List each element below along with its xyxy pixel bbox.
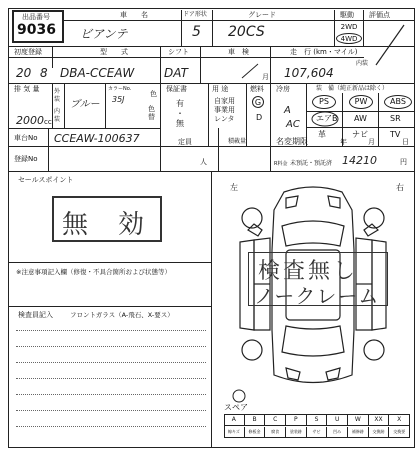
- mileage-label: 走 行 (km・マイル): [290, 48, 358, 56]
- legend-code: U: [327, 415, 348, 425]
- recycle-amount: 14210: [342, 154, 377, 167]
- capacity-label: 定員: [178, 138, 192, 146]
- color-code: 35J: [112, 95, 125, 104]
- legend-meaning: 凹み: [327, 427, 348, 437]
- door-label: ドア形状: [183, 11, 207, 18]
- usage-private: 自家用: [214, 97, 235, 105]
- ac-a: A: [284, 105, 291, 116]
- equip-abs: ABS: [384, 95, 412, 109]
- inspection-label: 車 検: [228, 48, 249, 56]
- fuel-g: G: [252, 96, 264, 108]
- legend-code: W: [348, 415, 369, 425]
- chassis-value: CCEAW-100637: [54, 132, 140, 145]
- yen-unit: 円: [400, 158, 407, 166]
- legend-meaning: 線キズ: [224, 427, 245, 437]
- equip-leather: 革: [318, 130, 326, 139]
- interior-label: 内装: [356, 60, 369, 67]
- legend-code: XX: [369, 415, 390, 425]
- registration-label: 登録No: [14, 155, 38, 163]
- fuel-label: 燃料: [250, 85, 264, 93]
- legend-meaning: 修板金: [245, 427, 266, 437]
- model-value: DBA-CCEAW: [60, 66, 135, 80]
- legend-meaning: 塗装跡: [286, 427, 307, 437]
- equip-sr: SR: [390, 114, 401, 123]
- color-value: ブルー: [70, 99, 100, 110]
- legend-meaning: 補修跡: [348, 427, 369, 437]
- car-name-label: 車 名: [120, 11, 148, 19]
- legend-code: C: [265, 415, 286, 425]
- ac-label: 冷房: [276, 85, 290, 93]
- name-change-year-unit: 年: [340, 138, 347, 146]
- equip-navi: ナビ: [352, 130, 368, 139]
- exterior-label: 外装: [54, 88, 61, 103]
- interior-label-2: 内装: [54, 108, 61, 123]
- color-no-label: カラーNo.: [108, 86, 132, 92]
- inspector-label: 検査員記入: [18, 311, 53, 319]
- color-replace-label: 色替: [148, 105, 155, 121]
- legend-code: X: [389, 415, 410, 425]
- equip-airbag-circle: [310, 110, 340, 128]
- drive-2wd: 2WD: [340, 23, 358, 31]
- model-label: 型 式: [100, 48, 128, 56]
- legend-meaning: 交換要: [389, 427, 410, 437]
- warranty-dot: ・: [176, 109, 184, 118]
- no-inspection-stamp-line2: ノークレーム: [254, 284, 380, 308]
- score-slash-mark: [364, 21, 415, 67]
- color-label: 色: [150, 90, 157, 98]
- first-reg-year: 20: [16, 66, 32, 80]
- warranty-yes: 有: [176, 99, 184, 108]
- first-reg-month: 8: [40, 66, 48, 80]
- name-change-label: 名変期限: [276, 137, 308, 146]
- usage-label: 用 途: [212, 85, 229, 93]
- inspection-month-unit: 月: [262, 73, 269, 81]
- grade-label: グレード: [248, 11, 276, 19]
- legend-codes-row: [224, 415, 410, 425]
- sales-point-label: セールスポイント: [18, 176, 74, 184]
- car-name-value: ビアンテ: [80, 27, 128, 41]
- lot-number-label: 出品番号: [22, 13, 50, 21]
- drive-label: 駆動: [340, 11, 354, 19]
- ac-ac: AC: [286, 119, 300, 130]
- equip-pw: PW: [349, 95, 373, 109]
- recycle-status: 未預託・預託済: [290, 160, 333, 167]
- legend-code: A: [224, 415, 245, 425]
- shift-label: シフト: [168, 48, 189, 56]
- fuel-d: D: [256, 113, 263, 122]
- equip-label: 装 備（純正新品は除く）: [316, 85, 389, 92]
- legend-code: S: [307, 415, 328, 425]
- displacement-label: 排 気 量: [14, 85, 40, 93]
- diagram-right-label: 右: [396, 183, 404, 192]
- drive-4wd: 4WD: [336, 33, 362, 44]
- warranty-label: 保証書: [166, 85, 187, 93]
- door-value: 5: [192, 24, 201, 40]
- warranty-no: 無: [176, 119, 184, 128]
- equip-tv: TV: [390, 130, 401, 139]
- legend-meanings-row: [224, 427, 410, 437]
- equip-aw: AW: [354, 114, 367, 123]
- score-label: 評価点: [369, 11, 390, 19]
- capacity-unit: 人: [200, 158, 207, 166]
- no-inspection-stamp-line1: 検査無し: [258, 259, 359, 284]
- mileage-value: 107,604: [284, 66, 334, 80]
- recycle-label: R料金: [274, 161, 288, 167]
- inspection-slash-mark: [238, 60, 262, 82]
- first-reg-label: 初度登録: [14, 48, 42, 56]
- legend-meaning: 腐食: [265, 427, 286, 437]
- legend-meaning: 交換跡: [369, 427, 390, 437]
- legend-code: P: [286, 415, 307, 425]
- spare-label: スペア: [224, 403, 248, 412]
- legend-meaning: サビ: [307, 427, 328, 437]
- windshield-label: フロントガラス（A-飛石、X-要ス）: [70, 311, 174, 319]
- void-stamp-text: 無 効: [62, 210, 147, 240]
- usage-rental: レンタ: [214, 115, 235, 123]
- name-change-day-unit: 日: [402, 138, 409, 146]
- diagram-left-label: 左: [230, 183, 238, 192]
- chassis-label: 車台No: [14, 134, 38, 142]
- spare-tire-icon: [230, 388, 248, 404]
- displacement-value: 2000: [16, 114, 44, 127]
- usage-business: 事業用: [214, 106, 235, 114]
- shift-value: DAT: [164, 66, 188, 80]
- displacement-unit: cc: [44, 118, 52, 126]
- equip-airbag: エアB: [316, 114, 338, 123]
- grade-value: 20CS: [228, 24, 265, 40]
- load-label: 積載量: [228, 138, 247, 145]
- notes-label: ※注意事項記入欄（修復・不具合箇所および状態等）: [16, 268, 171, 276]
- name-change-month-unit: 月: [368, 138, 375, 146]
- equip-ps: PS: [312, 95, 336, 109]
- legend-code: B: [245, 415, 266, 425]
- lot-number: 9036: [17, 22, 56, 38]
